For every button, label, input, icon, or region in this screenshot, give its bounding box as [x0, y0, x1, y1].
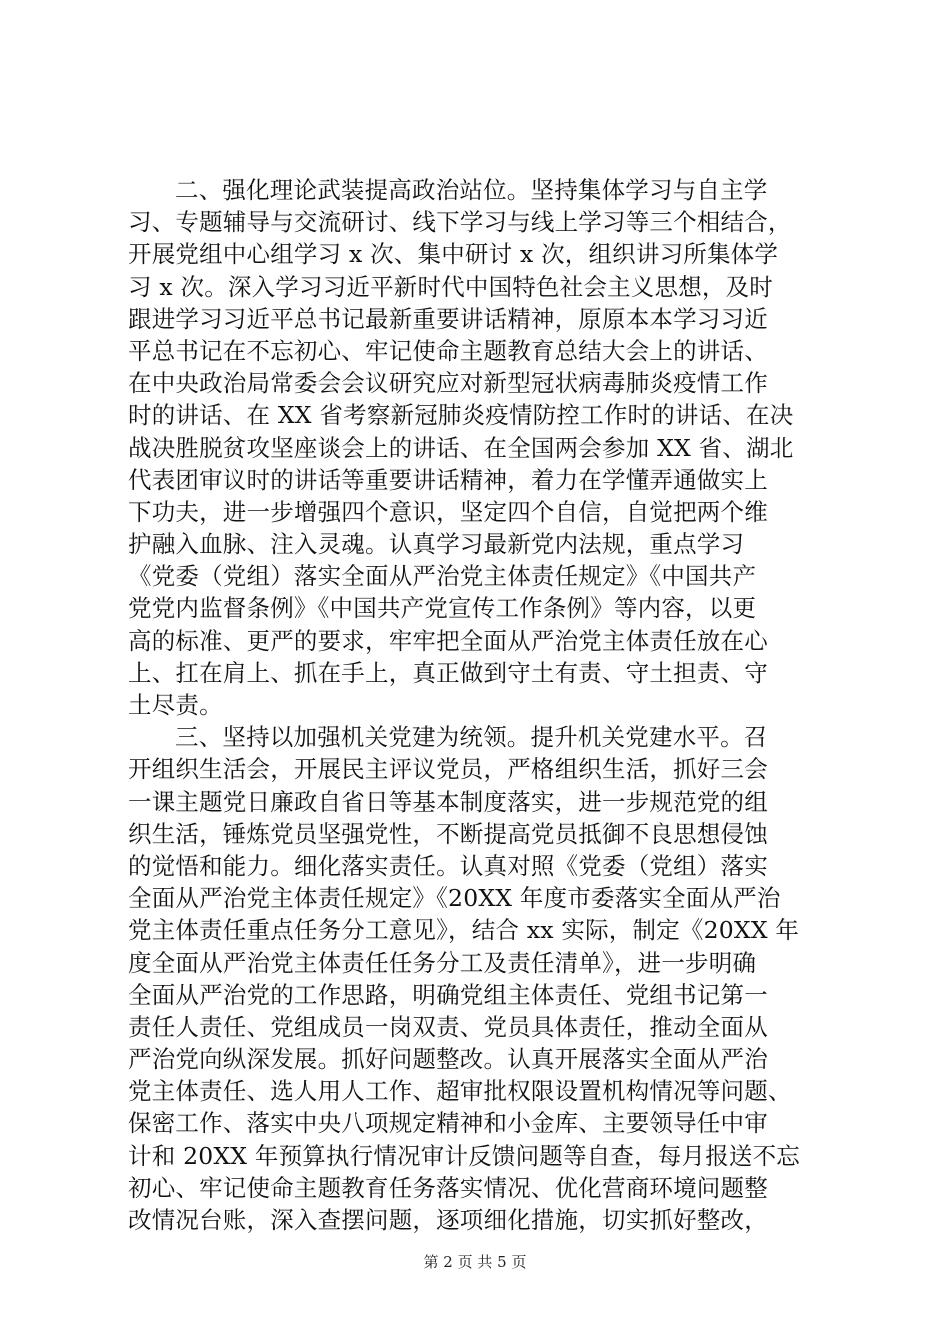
text-line: 责任人责任、党组成员一岗双责、党员具体责任，推动全面从 [128, 1012, 768, 1041]
text-line: 《党委（党组）落实全面从严治党主体责任规定》《中国共产 [128, 562, 757, 591]
text-line: 跟进学习习近平总书记最新重要讲话精神，原原本本学习习近 [128, 304, 768, 333]
text-line: 计和 20XX 年预算执行情况审计反馈问题等自查，每月报送不忘 [128, 1141, 801, 1170]
text-line: 改情况台账，深入查摆问题，逐项细化措施，切实抓好整改， [128, 1206, 768, 1234]
text-line: 全面从严治党主体责任规定》《20XX 年度市委落实全面从严治 [128, 884, 781, 913]
text-line: 习、专题辅导与交流研讨、线下学习与线上学习等三个相结合， [128, 208, 792, 237]
text-line: 党主体责任、选人用人工作、超审批权限设置机构情况等问题、 [128, 1077, 792, 1106]
text-line: 开组织生活会，开展民主评议党员，严格组织生活，抓好三会 [128, 755, 768, 784]
text-line: 一课主题党日廉政自省日等基本制度落实，进一步规范党的组 [128, 787, 768, 816]
text-line: 度全面从严治党主体责任任务分工及责任清单》，进一步明确 [128, 948, 757, 977]
text-line: 下功夫，进一步增强四个意识，坚定四个自信，自觉把两个维 [128, 497, 768, 526]
text-line: 习 x 次。深入学习习近平新时代中国特色社会主义思想，及时 [128, 272, 773, 301]
text-line: 在中央政治局常委会会议研究应对新型冠状病毒肺炎疫情工作 [128, 369, 768, 398]
text-line: 严治党向纵深发展。抓好问题整改。认真开展落实全面从严治 [128, 1045, 768, 1074]
text-line: 开展党组中心组学习 x 次、集中研讨 x 次，组织讲习所集体学 [128, 240, 779, 269]
text-line: 初心、牢记使命主题教育任务落实情况、优化营商环境问题整 [128, 1173, 768, 1202]
text-line: 党党内监督条例》《中国共产党宣传工作条例》等内容，以更 [128, 594, 757, 623]
text-line: 战决胜脱贫攻坚座谈会上的讲话、在全国两会参加 XX 省、湖北 [128, 433, 794, 462]
text-line: 高的标准、更严的要求，牢牢把全面从严治党主体责任放在心 [128, 626, 768, 655]
text-line: 党主体责任重点任务分工意见》，结合 xx 实际，制定《20XX 年 [128, 916, 800, 945]
text-line: 护融入血脉、注入灵魂。认真学习最新党内法规，重点学习 [128, 530, 745, 559]
text-line: 全面从严治党的工作思路，明确党组主体责任、党组书记第一 [128, 980, 768, 1009]
text-line: 三、坚持以加强机关党建为统领。提升机关党建水平。召 [175, 723, 768, 752]
text-line: 保密工作、落实中央八项规定精神和小金库、主要领导任中审 [128, 1109, 768, 1138]
text-line: 的觉悟和能力。细化落实责任。认真对照《党委（党组）落实 [128, 851, 768, 880]
text-line: 二、强化理论武装提高政治站位。坚持集体学习与自主学 [175, 176, 768, 204]
page-footer: 第 2 页 共 5 页 [423, 1253, 527, 1271]
text-line: 平总书记在不忘初心、牢记使命主题教育总结大会上的讲话、 [128, 336, 768, 365]
text-line: 土尽责。 [128, 691, 223, 719]
text-line: 时的讲话、在 XX 省考察新冠肺炎疫情防控工作时的讲话、在决 [128, 401, 794, 430]
text-line: 织生活，锤炼党员坚强党性，不断提高党员抵御不良思想侵蚀 [128, 819, 768, 848]
text-line: 代表团审议时的讲话等重要讲话精神，着力在学懂弄通做实上 [128, 465, 768, 494]
text-line: 上、扛在肩上、抓在手上，真正做到守土有责、守土担责、守 [128, 658, 768, 687]
document-body [128, 174, 828, 1236]
